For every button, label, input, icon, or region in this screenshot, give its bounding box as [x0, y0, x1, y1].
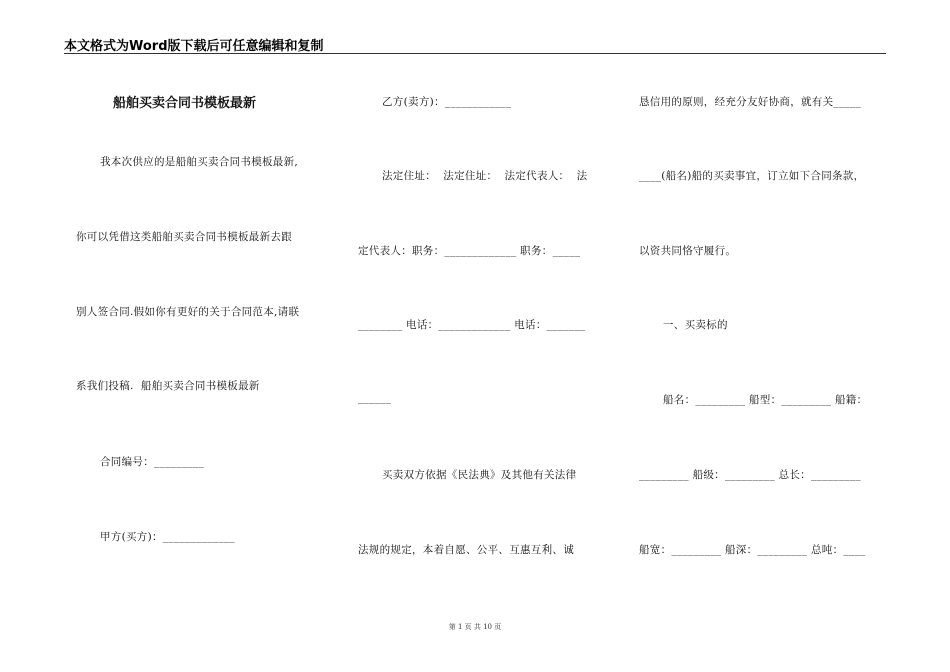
paragraph-line: 恳信用的原则，经充分友好协商，就有关_____ — [639, 96, 862, 108]
paragraph-line: 以资共同恪守履行。 — [639, 245, 737, 257]
party-b-line: 乙方(卖方)：____________ — [382, 96, 512, 108]
contract-number-line: 合同编号：_________ — [100, 456, 204, 468]
paragraph-line: 你可以凭借这类船舶买卖合同书模板最新去跟 — [76, 231, 292, 243]
paragraph-line: ______ — [358, 392, 392, 404]
page-number: 第 1 页 共 10 页 — [448, 623, 502, 631]
paragraph-line: ________ 电话：_____________ 电话：_______ — [358, 319, 586, 331]
paragraph-line: 船名：_________ 船型：_________ 船籍： — [663, 394, 868, 406]
section-heading: 一、买卖标的 — [663, 319, 728, 331]
paragraph-line: _________ 船级：_________ 总长：_________ — [639, 469, 861, 481]
paragraph-line: 定代表人：职务：_____________ 职务：_____ — [358, 245, 581, 257]
paragraph-line: 买卖双方依据《民法典》及其他有关法律 — [382, 469, 577, 481]
paragraph-line: ____(船名)船的买卖事宜，订立如下合同条款， — [639, 170, 865, 182]
document-title: 船舶买卖合同书模板最新 — [113, 96, 257, 111]
paragraph-line: 系我们投稿. 船舶买卖合同书模板最新 — [76, 380, 260, 392]
party-a-line: 甲方(买方)：_____________ — [100, 531, 235, 543]
document-header — [64, 35, 886, 54]
paragraph-line: 我本次供应的是船舶买卖合同书模板最新, — [100, 156, 299, 168]
paragraph-line: 船宽：_________ 船深：_________ 总吨：____ — [639, 544, 866, 556]
paragraph-line: 法定住址： 法定住址： 法定代表人： 法 — [382, 170, 588, 182]
header-text: 本文格式为Word版下载后可任意编辑和复制 — [64, 39, 324, 54]
paragraph-line: 别人签合同.假如你有更好的关于合同范本,请联 — [76, 306, 300, 318]
paragraph-line: 法规的规定，本着自愿、公平、互惠互利、诚 — [358, 544, 574, 556]
